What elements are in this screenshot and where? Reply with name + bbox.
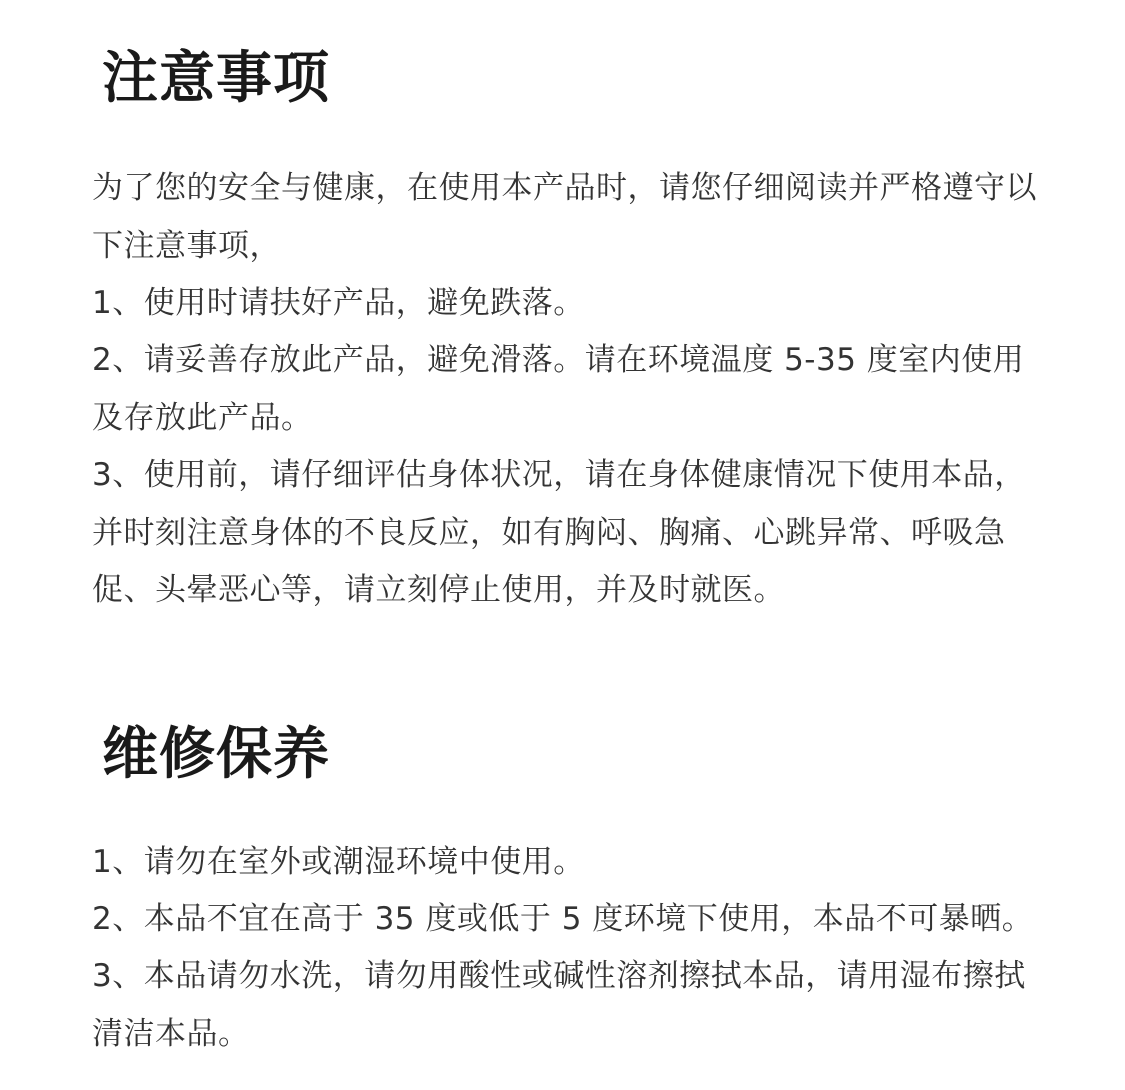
maintenance-item-2: 2、本品不宜在高于 35 度或低于 5 度环境下使用，本品不可暴晒。	[92, 901, 1034, 937]
notice-item-2: 2、请妥善存放此产品，避免滑落。请在环境温度 5-35 度室内使用及存放此产品。	[92, 342, 1025, 436]
maintenance-item-1: 1、请勿在室外或潮湿环境中使用。	[92, 844, 585, 880]
notice-item-3: 3、使用前，请仔细评估身体状况，请在身体健康情况下使用本品，并时刻注意身体的不良反应，如有胸闷、胸痛、心跳异常、呼吸急促、头晕恶心等，请立刻停止使用，并及时就医。	[92, 457, 1026, 609]
maintenance-item-3: 3、本品请勿水洗，请勿用酸性或碱性溶剂擦拭本品，请用湿布擦拭清洁本品。	[92, 958, 1026, 1052]
notice-item-1: 1、使用时请扶好产品，避免跌落。	[92, 285, 585, 321]
notice-title: 注意事项	[102, 46, 330, 111]
notice-intro-paragraph: 为了您的安全与健康，在使用本产品时，请您仔细阅读并严格遵守以下注意事项，	[92, 170, 1037, 264]
maintenance-title: 维修保养	[102, 722, 330, 787]
